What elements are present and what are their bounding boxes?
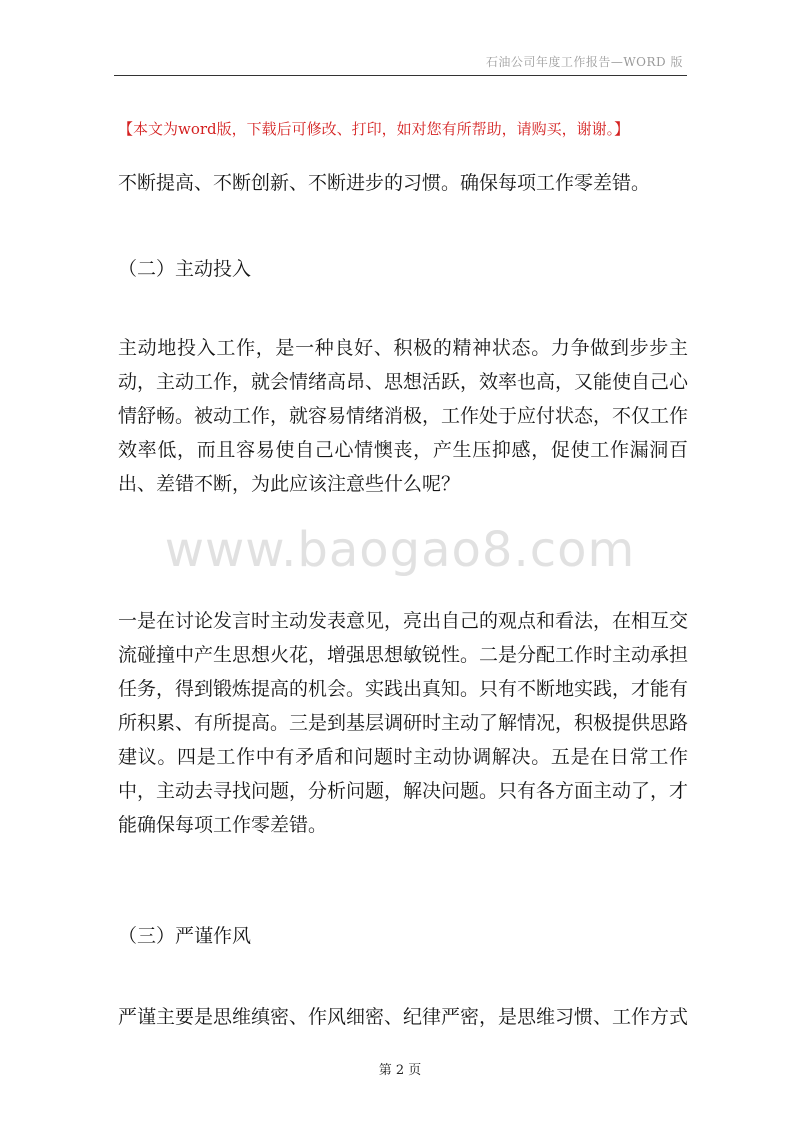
section-2-paragraph-1: 主动地投入工作，是一种良好、积极的精神状态。力争做到步步主动，主动工作，就会情绪高昂、思想活跃，效率也高，又能使自己心情舒畅。被动工作，就容易情绪消极，工作处于应付状态，不仅工作效率低，而且容易使自己心情懊丧，产生压抑感，促使工作漏洞百出、差错不断，为此应该注意些什么呢？ xyxy=(118,337,689,495)
header-title: 石油公司年度工作报告—WORD 版 xyxy=(485,55,683,69)
section-2-heading: （二）主动投入 xyxy=(118,258,252,280)
section-2-paragraph-2: 一是在讨论发言时主动发表意见，亮出自己的观点和看法，在相互交流碰撞中产生思想火花，增强思想敏锐性。二是分配工作时主动承担任务，得到锻炼提高的机会。实践出真知。只有不断地实践，才能有所积累、有所提高。三是到基层调研时主动了解情况，积极提供思路建议。四是工作中有矛盾和问题时主动协调解决。五是在日常工作中，主动去寻找问题，分析问题，解决问题。只有各方面主动了，才能确保每项工作零差错。 xyxy=(118,610,689,836)
purchase-notice: 【本文为word版，下载后可修改、打印，如对您有所帮助，请购买，谢谢。】 xyxy=(118,120,630,138)
section-3-heading: （三）严谨作风 xyxy=(118,925,252,947)
header-divider xyxy=(114,75,687,76)
watermark: www.baogao8.com xyxy=(164,522,636,578)
section-3-paragraph-1: 严谨主要是思维缜密、作风细密、纪律严密，是思维习惯、工作方式 xyxy=(118,1006,689,1028)
page-number: 第 2 页 xyxy=(378,1063,422,1078)
intro-line: 不断提高、不断创新、不断进步的习惯。确保每项工作零差错。 xyxy=(118,172,651,194)
